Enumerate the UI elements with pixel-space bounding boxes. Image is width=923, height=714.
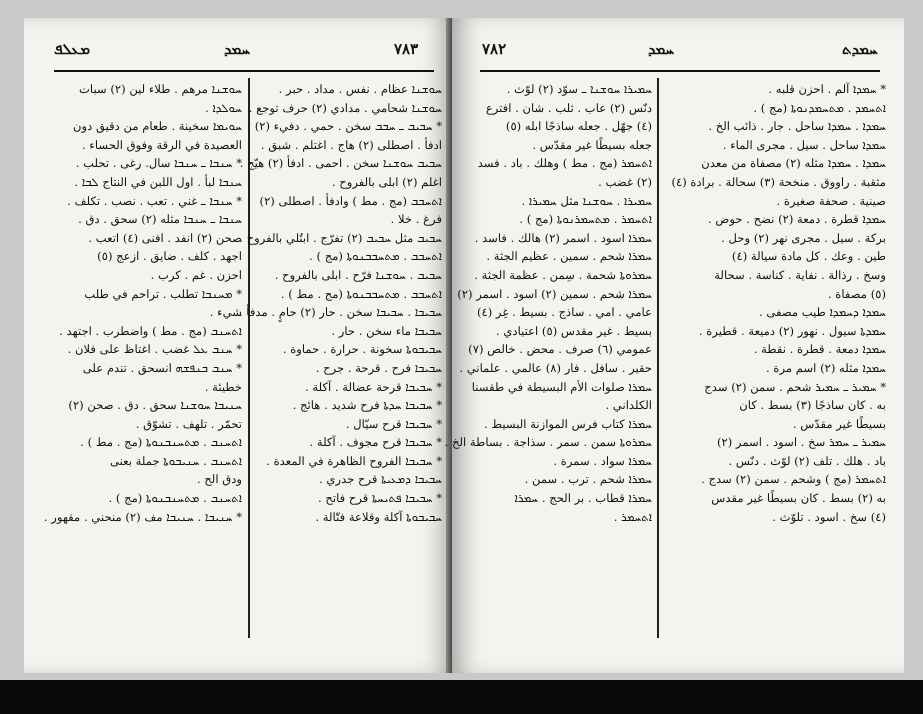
left-page-outer-column bbox=[43, 80, 242, 526]
dictionary-entry-line: بركة . سيل . مجرى نهر (٢) وحل . bbox=[721, 230, 886, 245]
dictionary-entry-line: ܚܒܝܒܐ ܕܡܥܝܬܐ قرح جدري . bbox=[319, 472, 442, 487]
dictionary-entry-line: * ܚܒܝܒܐ ܚܕܬܐ فرح شديد . هائج . bbox=[292, 398, 442, 413]
dictionary-entry-line: * ܚܢܒ ܒܢܦܫܗ انسحق . تندم على bbox=[82, 360, 242, 375]
dictionary-entry-line: * ܚܢܒ ܥܠ غضب . اغتاظ على فلان . bbox=[67, 342, 242, 357]
dictionary-entry-line: * ܚܡܕܐ آلم . احزن قلبه . bbox=[768, 82, 886, 96]
left-page-header-rule bbox=[54, 70, 434, 72]
dictionary-entry-line: (٢) غضب . bbox=[598, 174, 652, 189]
dictionary-entry-line: ܚܡܝܪ ـ ܚܡܪ سخ . اسود . اسمر (٢) bbox=[716, 435, 886, 450]
dictionary-entry-line: ܚܡܕܐ مثله (٢) اسم مرة . bbox=[766, 360, 886, 375]
dictionary-entry-line: ܚܒܝܒܐ ماء سخن . حار . bbox=[331, 323, 442, 338]
dictionary-entry-line: مثقبة . راووق . منخحة (٣) سحالة . برادة (٤) bbox=[671, 174, 886, 189]
dictionary-entry-line: ܚܡܪܘܬܐ سمن . سمر . سذاجة . بساطة الخ . bbox=[444, 435, 652, 450]
right-page-outer-column bbox=[664, 80, 886, 526]
dictionary-entry-line: ܐܬܚܡܪ (مج . مط ) وهلك . باد . فسد bbox=[477, 156, 652, 171]
dictionary-entry-line: اجهد . كلف . ضايق . ازعج (٥) bbox=[97, 249, 242, 264]
dictionary-entry-line: ܚܡܪܐ اسود . اسمر (٢) هالك . فاسد . bbox=[474, 230, 652, 245]
dictionary-entry-line: ܚܡܕܐ . ܚܡܕܐ مثله (٢) مصفاة من معدن bbox=[701, 156, 886, 171]
dictionary-entry-line: * ܚܒܝܒܐ قرح مجوف . آكلة . bbox=[309, 435, 442, 450]
dictionary-entry-line: ܚܡܕܐ ساحل . سيل . مجرى الماء . bbox=[722, 137, 886, 152]
dictionary-entry-line: العصيدة في الرقة وفوق الحساء . bbox=[82, 137, 242, 152]
right-page-header-rule bbox=[480, 70, 880, 72]
dictionary-entry-line: ܐܬܚܢܒ (مج . مط ) واضطرب . اجتهد . bbox=[59, 323, 242, 338]
dictionary-entry-line: صحن (٢) انفد . افنى (٤) اتعب . bbox=[88, 230, 242, 245]
dictionary-entry-line: ܚܡܕܐ ܕܚܡܕܐ طيب مصفى . bbox=[758, 305, 886, 320]
dictionary-entry-line: عامي . امي . ساذج . بسيط . غِر (٤) bbox=[476, 305, 652, 320]
dictionary-entry-line: ܚܒܝܒܐ . ܚܒܝܒܐ سخن . حار (٢) حامٍ . مدفأ . bbox=[238, 305, 442, 320]
dictionary-entry-line: ܚܘܠܕܐ . bbox=[205, 100, 242, 115]
dictionary-entry-line: ܚܡܪܐ سواد . سمرة . bbox=[553, 453, 652, 468]
dictionary-entry-line: * ܚܢܒܐ ـ ܚܢܒܐ سال. رغى . تحلب . bbox=[75, 156, 242, 171]
dictionary-entry-line: حقير . سافل . فار (٨) عالمي . علماني . bbox=[459, 360, 652, 375]
dictionary-entry-line: ܚܡܝܪܐ . ܚܘܫܢܐ مثل ܚܡܝܪܐ . bbox=[521, 193, 652, 208]
dictionary-entry-line: ܐܬܚܢܒ . ܡܬܚܢܒܢܘܬܐ (مج ) . bbox=[108, 491, 242, 506]
dictionary-entry-line: ܚܒܝܒ . ܚܘܫܢܐ فرّح . ابلى بالفروح . bbox=[274, 267, 442, 282]
dictionary-entry-line: ܐܬܚܢܒ . ܡܬܚܢܒܢܘܬܐ (مج . مط ) . bbox=[80, 435, 242, 450]
dictionary-entry-line: وسخ . رذالة . نفاية . كناسة . سحالة bbox=[714, 267, 886, 282]
dictionary-entry-line: ܚܡܪܐ كتاب فرس الموازنة البسيط . bbox=[484, 416, 652, 431]
dictionary-entry-line: ܚܡܕܐ دمعة . قطرة . نقطة . bbox=[753, 342, 886, 357]
dictionary-entry-line: ܚܒܝܒ ܚܘܫܢܐ سخن . احمى . ادفأ (٢) هيّج . bbox=[239, 156, 442, 171]
right-page-inner-column bbox=[444, 80, 652, 526]
dictionary-entry-line: * ܚܒܝܒ ـ ܚܒܒ سخن . حمي . دفيء (٢) bbox=[254, 119, 442, 134]
dictionary-entry-line: ܐܬܚܡܕ . ܡܬܚܡܕܢܘܬܐ (مج ) . bbox=[753, 100, 886, 115]
dictionary-entry-line: * ܡܚܢܒܐ تطلب . تراحم في طلب bbox=[84, 286, 242, 301]
left-page-outer-header-word: ܡܥܠܦ bbox=[54, 40, 91, 58]
dictionary-entry-line: ܚܡܪܐ شحم . سمين . عظيم الجثة . bbox=[486, 249, 652, 264]
dictionary-entry-line: ܚܡܝܪܐ ܚܘܫܢܐ ـ سوّد (٢) لوّث . bbox=[506, 82, 652, 96]
dictionary-entry-line: خطيئة . bbox=[204, 379, 242, 394]
right-page-outer-header-word: ܚܡܕܬ bbox=[842, 40, 878, 58]
dictionary-entry-line: ܚܢܒܐ ـ ܚܢܒܐ مثله (٢) سحق . دق . bbox=[78, 212, 242, 227]
dictionary-entry-line: بسيطًا غير مقدّس . bbox=[792, 416, 886, 431]
dictionary-entry-line: تحمّر . تلهف . تشوّق . bbox=[135, 416, 242, 431]
dictionary-entry-line: * ܚܒܝܒܐ الفروح الظاهرة في المعدة . bbox=[266, 453, 442, 468]
right-page-number: ٧٨٢ bbox=[482, 40, 507, 58]
right-page bbox=[444, 18, 904, 673]
dictionary-entry-line: عمومي (٦) صرف . محض . خالص (٧) bbox=[468, 342, 652, 357]
dictionary-entry-line: * ܚܒܝܒܐ قرح سيّال . bbox=[345, 416, 442, 431]
dictionary-entry-line: ودق الح . bbox=[196, 472, 242, 487]
dictionary-entry-line: ܚܡܪܐ صلوات الأم البسيطة في طقسنا bbox=[471, 379, 652, 394]
dictionary-entry-line: بسيط . غير مقدس (٥) اعتيادي . bbox=[495, 323, 652, 338]
dictionary-entry-line: (٤) سخ . اسود . تلوّث . bbox=[772, 509, 886, 524]
right-page-column-divider bbox=[657, 78, 659, 638]
dictionary-entry-line: باد . هلك . تلف (٢) لوّث . دنّس . bbox=[728, 453, 886, 468]
scanner-bottom-edge bbox=[0, 680, 923, 714]
dictionary-entry-line: ܚܡܪܐ شحم . سمين (٢) اسود . اسمر (٢) bbox=[457, 286, 652, 301]
dictionary-entry-line: دنّس (٢) عاب . ثلب . شان . افترع bbox=[485, 100, 652, 115]
dictionary-entry-line: ܚܘܫܢܐ شحامي . مدادي (٢) حرف توجع . bbox=[248, 100, 442, 115]
dictionary-entry-line: جعله بسيطًا غير مقدّس . bbox=[532, 137, 652, 152]
dictionary-entry-line: ܚܡܕܬܐ سيول . نهور (٢) دميعة . قطيرة . bbox=[698, 323, 886, 338]
dictionary-entry-line: ܐܬܚܢܒ . ܚܢܝܒܘܬܐ جملة بعنى bbox=[109, 453, 242, 468]
dictionary-entry-line: ܚܘܝܡܐ سخينة . طعام من دقيق دون bbox=[72, 119, 242, 134]
dictionary-entry-line: ܐܬܚܒܒ . ܡܬܚܒܒܢܘܬܐ (مج . مط ) . bbox=[280, 286, 442, 301]
dictionary-entry-line: اغلم (٢) ابلى بالفروح . bbox=[331, 174, 442, 189]
dictionary-entry-line: ܐܬܚܡܪ . ܡܬܚܡܪܢܘܬܐ (مج ) . bbox=[519, 212, 652, 227]
dictionary-entry-line: شيء . bbox=[209, 305, 242, 320]
dictionary-entry-line: ادفأ . اصطلى (٢) هاج . اغتلم . شبق . bbox=[260, 137, 442, 152]
dictionary-entry-line: ܚܘܫܢܐ عظام . نفس . مداد . حبر . bbox=[278, 82, 442, 96]
dictionary-entry-line: * ܚܡܝܪ ـ ܚܡܝܪ شحم . سمن (٢) سدج bbox=[704, 379, 886, 394]
left-page bbox=[24, 18, 452, 673]
dictionary-entry-line: به (٢) بسط . كان بسيطًا غير مقدس bbox=[711, 491, 886, 506]
dictionary-entry-line: ܚܡܕܐ قطرة . دمعة (٢) نضح . حوض . bbox=[708, 212, 886, 227]
dictionary-entry-line: ܚܡܪܐ شحم . ترب . سمن . bbox=[524, 472, 652, 487]
dictionary-entry-line: طين . وعك . كل مادة سيالة (٤) bbox=[731, 249, 886, 264]
dictionary-entry-line: (٤) جهّل . جعله ساذجًا ابله (٥) bbox=[505, 119, 652, 134]
dictionary-entry-line: احزن . غم . كرب . bbox=[150, 267, 242, 282]
dictionary-entry-line: ܚܡܪܐ قطاب . بر الحج . ܚܡܪܐ bbox=[514, 491, 652, 506]
left-page-center-header-word: ܚܡܕ bbox=[224, 40, 251, 58]
dictionary-entry-line: * ܚܢܝܒܐ . ܚܢܝܒܐ مف (٢) منحني . مقهور . bbox=[43, 509, 242, 524]
dictionary-entry-line: ܚܒܝܒܘܬܐ سخونة . حرارة . حماوة . bbox=[282, 342, 442, 357]
dictionary-entry-line: ܐܬܚܡܪ . bbox=[613, 509, 652, 524]
dictionary-entry-line: ܚܘܫܢܐ مرهم . طلاء لين (٢) سبات bbox=[79, 82, 242, 96]
dictionary-entry-line: به . كان ساذجًا (٣) بسط . كان bbox=[739, 398, 886, 413]
dictionary-entry-line: ܚܡܕܐ . ܚܡܕܐ ساحل . جار . ذائب الخ . bbox=[708, 119, 886, 134]
right-page-center-header-word: ܚܡܕ bbox=[648, 40, 675, 58]
dictionary-entry-line: ܐܬܚܒܒ . ܡܬܚܒܒܢܘܬܐ (مج ) . bbox=[309, 249, 442, 264]
dictionary-entry-line: * ܚܒܝܒܐ قرحة عضالة . آكلة . bbox=[305, 379, 442, 394]
left-page-inner-column bbox=[238, 80, 442, 526]
dictionary-entry-line: فرغ . خلا . bbox=[390, 212, 442, 227]
dictionary-entry-line: ܚܢܝܒܐ ܚܘܫܢܐ سحق . دق . صحن (٢) bbox=[68, 398, 242, 413]
dictionary-entry-line: ܐܬܚܡܪ (مج ) وشحم . سمن (٢) سدج . bbox=[701, 472, 886, 487]
dictionary-entry-line: ܚܒܝܒܘܬܐ آكلة وقلاعة فتّالة . bbox=[315, 509, 442, 524]
dictionary-entry-line: ܚܒܝܒܐ فرح . قرحة . جرح . bbox=[315, 360, 442, 375]
dictionary-entry-line: ܚܡܪܘܬܐ شحمة . سِمن . عظمة الجثة . bbox=[474, 267, 652, 282]
dictionary-entry-line: ܚܒܝܒ مثل ܚܒܝܒ (٢) تفرّج . ابتُلي بالفروح . bbox=[239, 230, 442, 245]
dictionary-entry-line: ܐܬܚܒܒ (مج . مط ) وادفأ . اصطلى (٢) bbox=[259, 193, 442, 208]
left-page-number: ٧٨٣ bbox=[394, 40, 419, 58]
dictionary-entry-line: صينية . صحفة صغيرة . bbox=[776, 193, 886, 208]
dictionary-entry-line: (٥) مصفاة . bbox=[827, 286, 886, 301]
dictionary-entry-line: * ܚܢܒܐ ـ غني . تعب . نصب . تكلف . bbox=[67, 193, 242, 208]
dictionary-entry-line: ܚܢܒܐ لبأ . اول اللبن في النتاج ܠܒܐ . bbox=[74, 174, 242, 189]
dictionary-entry-line: * ܚܒܝܒܐ ܦܬܝܚܬܐ قرح فاتح . bbox=[318, 491, 442, 506]
dictionary-entry-line: الكلداني . bbox=[605, 398, 652, 413]
